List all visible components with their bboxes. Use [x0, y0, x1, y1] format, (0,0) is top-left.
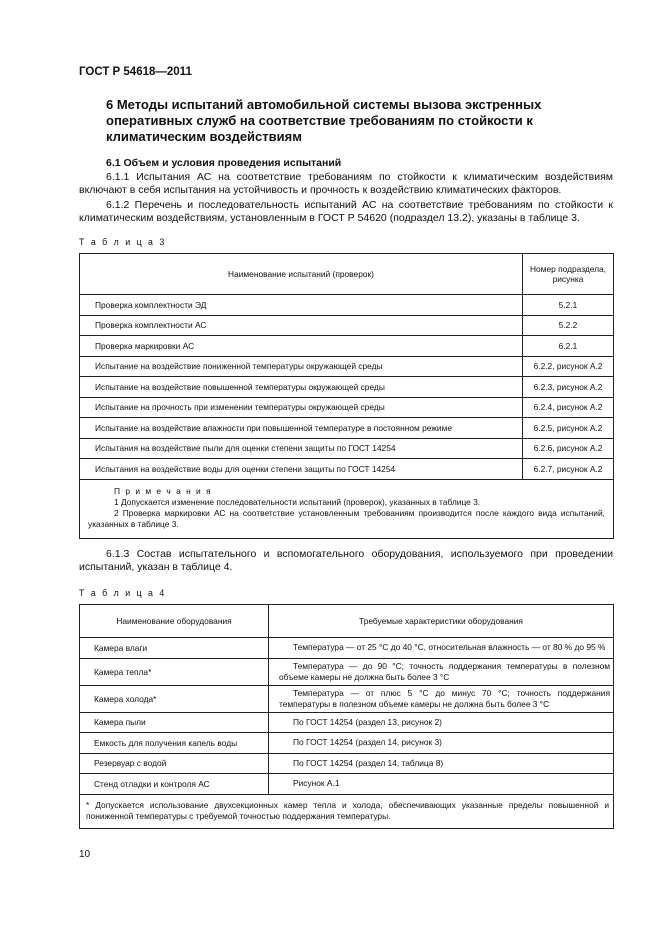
test-name-cell: Проверка комплектности ЭД — [80, 295, 523, 316]
page-number: 10 — [79, 849, 91, 860]
table-3-col-ref-header: Номер подраздела, рисунка — [523, 254, 614, 295]
table-3 — [79, 253, 614, 539]
table-4-footnote: * Допускается использование двухсекционных камер тепла и холода, обеспечивающих указанные пределы повышенной и пониженной температуры с требуемой точностью поддержания температуры. — [80, 794, 614, 828]
equipment-requirement-cell: Температура — до 90 °С; точность поддержания температуры в полезном объеме камеры не должна быть более 3 °С — [279, 660, 610, 682]
note-2: 2 Проверка маркировки АС на соответствие установленным требованиям производится после каждого вида испытаний, указанных в таблице 3. — [88, 507, 605, 529]
table-row — [80, 712, 614, 733]
equipment-requirement — [269, 733, 614, 754]
table-3-col-name-header: Наименование испытаний (проверок) — [80, 254, 523, 295]
table-row — [80, 397, 614, 418]
equipment-requirement-cell: По ГОСТ 14254 (раздел 14, рисунок 3) — [293, 737, 442, 748]
test-name-cell: Испытание на прочность при изменении температуры окружающей среды — [80, 397, 523, 418]
table-row — [80, 356, 614, 377]
test-ref-cell: 6.2.3, рисунок А.2 — [523, 377, 614, 398]
table-row — [80, 638, 614, 659]
test-name-cell: Испытания на воздействие пыли для оценки степени защиты по ГОСТ 14254 — [80, 438, 523, 459]
equipment-name-cell: Резервуар с водой — [80, 753, 269, 774]
equipment-requirement — [269, 712, 614, 733]
table-4 — [79, 604, 614, 829]
equipment-requirement — [269, 638, 614, 659]
table-row — [80, 377, 614, 398]
table-header-row — [80, 254, 614, 295]
table-row — [80, 733, 614, 754]
test-ref-cell: 6.2.5, рисунок А.2 — [523, 418, 614, 439]
notes-title: П р и м е ч а н и я — [114, 485, 213, 496]
equipment-requirement-cell: Температура — от плюс 5 °С до минус 70 °С; точность поддержания температуры в полезном объеме камеры не должна быть более 3 °С — [279, 687, 610, 709]
table-row — [80, 315, 614, 336]
equipment-requirement — [269, 685, 614, 712]
equipment-requirement-cell: По ГОСТ 14254 (раздел 13, рисунок 2) — [293, 716, 442, 727]
equipment-name-cell: Емкость для получения капель воды — [80, 733, 269, 754]
equipment-name-cell: Камера холода* — [80, 685, 269, 712]
document-header: ГОСТ Р 54618—2011 — [79, 66, 192, 78]
test-ref-cell: 5.2.1 — [523, 295, 614, 316]
table-4-col-name-header: Наименование оборудования — [80, 605, 269, 638]
test-name-cell: Испытание на воздействие влажности при повышенной температуре в постоянном режиме — [80, 418, 523, 439]
paragraph-6-1-2: 6.1.2 Перечень и последовательность испытаний АС на соответствие требованиям по стойкости к климатическим воздействиям, установленным в ГОСТ Р 54620 (подраздел 13.2), указаны в таблице 3. — [79, 199, 613, 224]
note-1: 1 Допускается изменение последовательности испытаний (проверок), указанных в таблице 3. — [114, 496, 481, 507]
equipment-name-cell: Стенд отладки и контроля АС — [80, 774, 269, 795]
test-name-cell: Испытание на воздействие пониженной температуры окружающей среды — [80, 356, 523, 377]
table-row — [80, 685, 614, 712]
table-row — [80, 336, 614, 357]
test-ref-cell: 6.2.6, рисунок А.2 — [523, 438, 614, 459]
table-row — [80, 774, 614, 795]
test-ref-cell: 6.2.7, рисунок А.2 — [523, 459, 614, 480]
section-title: 6 Методы испытаний автомобильной системы вызова экстренных оперативных служб на соответствие требованиям по стойкости к климатическим воздействиям — [106, 97, 542, 144]
equipment-requirement — [269, 774, 614, 795]
table-row — [80, 295, 614, 316]
table-row — [80, 438, 614, 459]
test-ref-cell: 6.2.2, рисунок А.2 — [523, 356, 614, 377]
equipment-requirement-cell: Температура — от 25 °С до 40 °С, относительная влажность — от 80 % до 95 % — [293, 642, 606, 653]
subsection-title: 6.1 Объем и условия проведения испытаний — [106, 157, 342, 169]
equipment-requirement — [269, 753, 614, 774]
table-row — [80, 753, 614, 774]
equipment-requirement-cell: По ГОСТ 14254 (раздел 14, таблица 8) — [293, 757, 444, 768]
equipment-name-cell: Камера пыли — [80, 712, 269, 733]
table-row — [80, 459, 614, 480]
equipment-requirement-cell: Рисунок А.1 — [293, 778, 340, 789]
test-name-cell: Проверка маркировки АС — [80, 336, 523, 357]
table-4-caption: Т а б л и ц а 4 — [79, 588, 167, 598]
test-ref-cell: 6.2.4, рисунок А.2 — [523, 397, 614, 418]
table-row — [80, 658, 614, 685]
equipment-name-cell: Камера влаги — [80, 638, 269, 659]
table-row — [80, 418, 614, 439]
test-name-cell: Испытания на воздействие воды для оценки степени защиты по ГОСТ 14254 — [80, 459, 523, 480]
table-4-footnote-row — [80, 794, 614, 828]
equipment-name-cell: Камера тепла* — [80, 658, 269, 685]
table-3-notes-row — [80, 479, 614, 538]
table-3-notes — [80, 479, 614, 538]
table-4-col-req-header: Требуемые характеристики оборудования — [269, 605, 614, 638]
test-name-cell: Проверка комплектности АС — [80, 315, 523, 336]
equipment-requirement — [269, 658, 614, 685]
test-ref-cell: 6.2.1 — [523, 336, 614, 357]
table-3-caption: Т а б л и ц а 3 — [79, 237, 167, 247]
test-name-cell: Испытание на воздействие повышенной температуры окружающей среды — [80, 377, 523, 398]
paragraph-6-1-3: 6.1.3 Состав испытательного и вспомогательного оборудования, используемого при проведении испытаний, указан в таблице 4. — [79, 548, 613, 573]
test-ref-cell: 5.2.2 — [523, 315, 614, 336]
table-header-row — [80, 605, 614, 638]
paragraph-6-1-1: 6.1.1 Испытания АС на соответствие требованиям по стойкости к климатическим воздействиям включают в себя испытания на устойчивость и прочность к воздействию климатических факторов. — [79, 171, 613, 196]
